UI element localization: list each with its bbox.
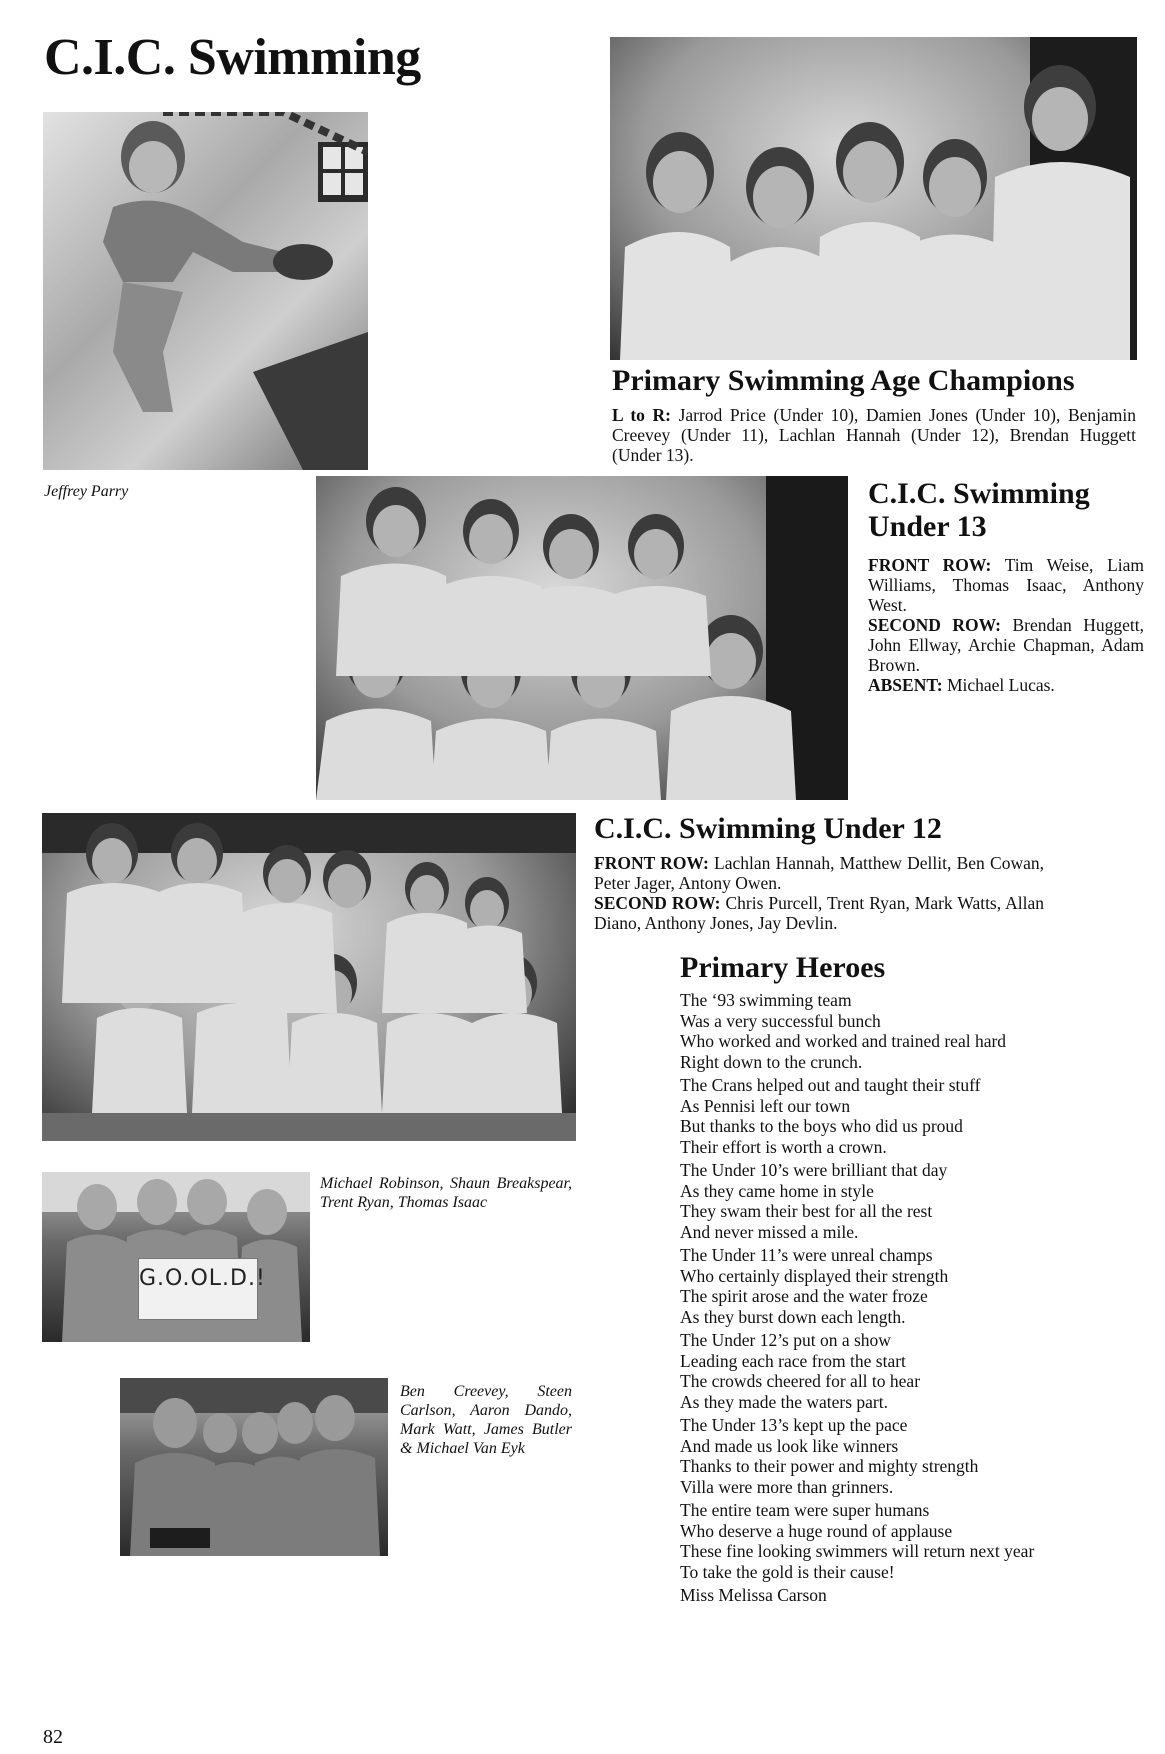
poem-line: To take the gold is their cause! <box>680 1561 895 1582</box>
poem-line: Who worked and worked and trained real hard <box>680 1031 1007 1051</box>
under13-front-names: Tim Weise, Liam Williams, Thomas Isaac, Anthony West. <box>868 555 1145 615</box>
group-photo-under-13-icon <box>316 476 848 800</box>
champions-lead-label: L to R: <box>612 405 671 425</box>
poem-line: Villa were more than grinners. <box>680 1476 894 1497</box>
poem-line: The Under 13’s kept up the pace <box>680 1415 908 1435</box>
poolside-group-photo <box>120 1378 388 1556</box>
under13-heading-line1: C.I.C. Swimming <box>868 477 1090 510</box>
poem-line: The Crans helped out and taught their stuff <box>680 1075 981 1095</box>
poem-stanza <box>680 990 1150 1072</box>
gold-caption: Michael Robinson, Shaun Breakspear, Trent Ryan, Thomas Isaac <box>320 1175 572 1211</box>
poem-stanza <box>680 1415 1150 1497</box>
champions-names: Jarrod Price (Under 10), Damien Jones (Under 10), Benjamin Creevey (Under 11), Lachlan Hannah (Under 12), Brendan Huggett (Under 13). <box>612 405 1136 465</box>
under12-second-row <box>594 893 1044 933</box>
under13-second-row <box>868 615 1144 675</box>
poem-stanzas <box>680 990 1150 1582</box>
under13-group-photo <box>316 476 848 800</box>
champions-group-photo <box>610 37 1137 360</box>
poem-line: Their effort is worth a crown. <box>680 1136 887 1157</box>
group-photo-champions-icon <box>610 37 1137 360</box>
under13-second-label: SECOND ROW: <box>868 615 1002 635</box>
poem-line: Leading each race from the start <box>680 1350 906 1371</box>
poem-stanza <box>680 1075 1150 1157</box>
poem-line: But thanks to the boys who did us proud <box>680 1116 963 1136</box>
poem-line: These fine looking swimmers will return next year <box>680 1541 1035 1561</box>
poem-line: As they burst down each length. <box>680 1306 906 1327</box>
under13-absent-names: Michael Lucas. <box>942 675 1055 695</box>
gold-sign-group-photo <box>42 1172 310 1342</box>
poem-line: Who deserve a huge round of applause <box>680 1520 953 1541</box>
poem-author: Miss Melissa Carson <box>680 1585 827 1605</box>
poem-line: Was a very successful bunch <box>680 1010 881 1031</box>
poem-line: The spirit arose and the water froze <box>680 1286 928 1306</box>
poem-line: As Pennisi left our town <box>680 1095 851 1116</box>
under12-front-label: FRONT ROW: <box>594 853 709 873</box>
poem-stanza <box>680 1330 1150 1412</box>
under13-absent-label: ABSENT: <box>868 675 943 695</box>
under13-caption-block <box>868 477 1144 695</box>
poem-line: The ‘93 swimming team <box>680 990 852 1010</box>
page-title: C.I.C. Swimming <box>44 29 421 86</box>
under12-front-row <box>594 853 1044 893</box>
poem-line: As they made the waters part. <box>680 1391 888 1412</box>
under13-absent <box>868 675 1144 695</box>
poem-line: As they came home in style <box>680 1180 874 1201</box>
under12-second-label: SECOND ROW: <box>594 893 721 913</box>
poem-line: The Under 10’s were brilliant that day <box>680 1160 948 1180</box>
poem-line: The Under 11’s were unreal champs <box>680 1245 933 1265</box>
group-photo-under-12-icon <box>42 813 576 1141</box>
poem-line: And never missed a mile. <box>680 1221 859 1242</box>
under12-caption-block <box>594 812 1044 933</box>
page-number: 82 <box>43 1726 63 1748</box>
poem-line: The entire team were super humans <box>680 1500 930 1520</box>
poem-line: They swam their best for all the rest <box>680 1201 933 1221</box>
under13-heading-line2: Under 13 <box>868 510 987 543</box>
poem-title: Primary Heroes <box>680 951 886 984</box>
under12-heading: C.I.C. Swimming Under 12 <box>594 812 942 845</box>
champions-caption <box>612 405 1136 465</box>
group-photo-poolside-icon <box>120 1378 388 1556</box>
under13-second-names: Brendan Huggett, John Ellway, Archie Chapman, Adam Brown. <box>868 615 1144 675</box>
poem-stanza <box>680 1245 1150 1327</box>
under12-front-names: Lachlan Hannah, Matthew Dellit, Ben Cowan, Peter Jager, Antony Owen. <box>594 853 1044 893</box>
swimmer-diving-photo <box>43 112 368 470</box>
poem-line: The crowds cheered for all to hear <box>680 1371 921 1391</box>
under12-second-names: Chris Purcell, Trent Ryan, Mark Watts, Allan Diano, Anthony Jones, Jay Devlin. <box>594 893 1044 933</box>
champions-heading: Primary Swimming Age Champions <box>612 364 1075 397</box>
jeffrey-caption: Jeffrey Parry <box>44 483 129 500</box>
poem-stanza <box>680 1500 1150 1582</box>
poem-line: Who certainly displayed their strength <box>680 1265 949 1286</box>
under13-front-row <box>868 555 1144 615</box>
poolside-caption: Ben Creevey, Steen Carlson, Aaron Dando, Mark Watt, James Butler & Michael Van Eyk <box>400 1383 572 1457</box>
poem-line: Thanks to their power and mighty strength <box>680 1456 979 1476</box>
poem-line: And made us look like winners <box>680 1435 899 1456</box>
poem-block <box>680 951 1150 1606</box>
under13-front-label: FRONT ROW: <box>868 555 992 575</box>
poem-line: Right down to the crunch. <box>680 1051 863 1072</box>
under12-group-photo <box>42 813 576 1141</box>
poem-stanza <box>680 1160 1150 1242</box>
gold-sign-text: G.O.OL.D.! <box>138 1258 258 1320</box>
swimmer-diving-icon <box>43 112 368 470</box>
poem-line: The Under 12’s put on a show <box>680 1330 891 1350</box>
